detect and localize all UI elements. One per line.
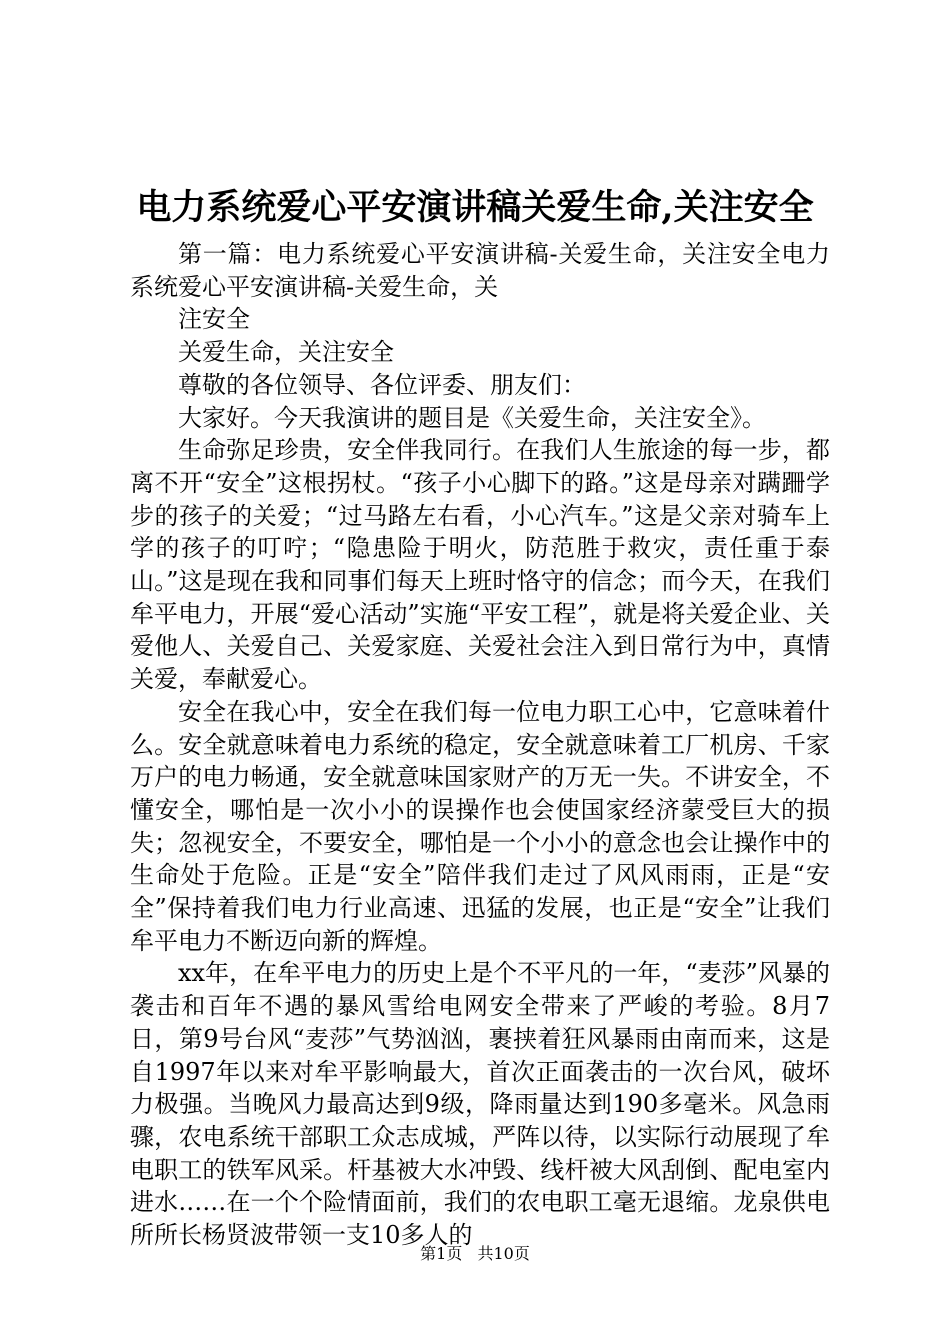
greeting: 大家好。今天我演讲的题目是《关爱生命，关注安全》。	[178, 403, 766, 432]
document-title: 电力系统爱心平安演讲稿关爱生命,关注安全	[136, 187, 814, 228]
paragraph-body-1: 生命弥足珍贵，安全伴我同行。在我们人生旅途的每一步，都离不开“安全”这根拐杖。“孩子小心脚下的路。”这是母亲对蹒跚学步的孩子的关爱；“过马路左右看，小心汽车。”这是父亲对骑车上学的孩子的叮咛；“隐患险于明火，防范胜于救灾，责任重于泰山。”这是现在我和同事们每天上班时恪守的信念；而今天，在我们牟平电力，开展“爱心活动”实施“平安工程”，就是将关爱企业、关爱他人、关爱自己、关爱家庭、关爱社会注入到日常行为中，真情关爱，奉献爱心。	[130, 436, 830, 694]
page-number: 第1页	[420, 1244, 463, 1263]
page-total: 共10页	[477, 1244, 530, 1263]
salutation: 尊敬的各位领导、各位评委、朋友们：	[178, 370, 586, 399]
paragraph-intro: 第一篇：电力系统爱心平安演讲稿-关爱生命，关注安全电力系统爱心平安演讲稿-关爱生命，关	[130, 240, 830, 301]
page-footer	[0, 1243, 950, 1265]
paragraph-body-3: xx年，在牟平电力的历史上是个不平凡的一年，“麦莎”风暴的袭击和百年不遇的暴风雪给电网安全带来了严峻的考验。8月7日，第9号台风“麦莎”气势汹汹，裹挟着狂风暴雨由南而来，这是自1997年以来对牟平影响最大，首次正面袭击的一次台风，破坏力极强。当晚风力最高达到9级，降雨量达到190多毫米。风急雨骤，农电系统干部职工众志成城，严阵以待，以实际行动展现了牟电职工的铁军风采。杆基被大水冲毁、线杆被大风刮倒、配电室内进水……在一个个险情面前，我们的农电职工毫无退缩。龙泉供电所所长杨贤波带领一支10多人的	[130, 959, 830, 1250]
paragraph-intro-continued: 注安全	[178, 305, 250, 334]
paragraph-body-2: 安全在我心中，安全在我们每一位电力职工心中，它意味着什么。安全就意味着电力系统的稳定，安全就意味着工厂机房、千家万户的电力畅通，安全就意味国家财产的万无一失。不讲安全，不懂安全，哪怕是一次小小的误操作也会使国家经济蒙受巨大的损失；忽视安全，不要安全，哪怕是一个小小的意念也会让操作中的生命处于危险。正是“安全”陪伴我们走过了风风雨雨，正是“安全”保持着我们电力行业高速、迅猛的发展，也正是“安全”让我们牟平电力不断迈向新的辉煌。	[130, 697, 830, 955]
speech-heading: 关爱生命，关注安全	[178, 338, 394, 367]
document-body	[130, 238, 830, 1252]
